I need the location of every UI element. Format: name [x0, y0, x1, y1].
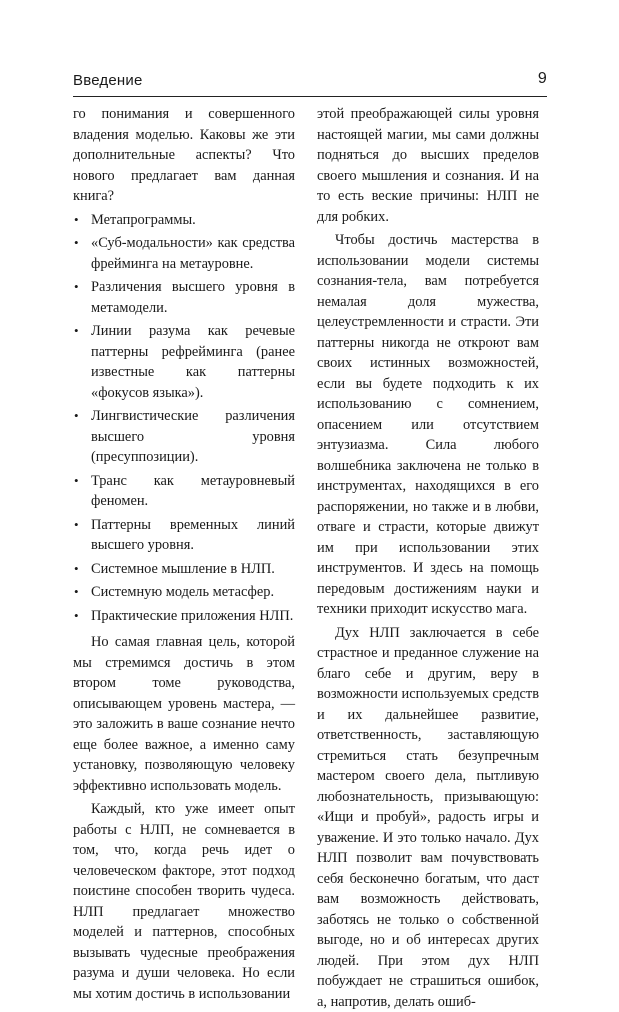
running-head	[73, 68, 547, 94]
mastery-paragraph: Чтобы достичь мастерства в использовании модели системы сознания-тела, вам потребуется немалая доля мужества, целеустремленности и страсти. Эти паттерны никогда не откроют вам своих истинных возможностей, если вы будете подходить к их использованию с сомнением, опасением или отсутствием энтузиазма. Сила любого волшебника заключена не только в инструментах, находящихся в его распоряжении, но также и в любви, отваге и страсти, которые движут им при использовании этих инструментов. И здесь на помощь передовым достижениям науки и техники приходит искусство мага.	[317, 230, 539, 620]
list-item: • «Суб-модальности» как средства фрейминга на метауровне.	[73, 233, 295, 274]
bullet-icon: •	[74, 559, 79, 580]
list-item: • Практические приложения НЛП.	[73, 606, 295, 627]
bullet-icon: •	[74, 321, 79, 342]
right-column	[317, 104, 539, 1012]
list-item: • Лингвистические различения высшего уровня (пресуппозиции).	[73, 406, 295, 468]
bullet-icon: •	[74, 582, 79, 603]
bullet-icon: •	[74, 210, 79, 231]
left-column	[73, 104, 295, 1004]
header-rule	[73, 96, 547, 97]
bullet-icon: •	[74, 406, 79, 427]
bullet-icon: •	[74, 515, 79, 536]
experience-paragraph: Каждый, кто уже имеет опыт работы с НЛП, не сомневается в том, что, когда речь идет о человеческом факторе, этот подход поистине способен творить чудеса. НЛП предлагает множество моделей и паттернов, способных вызывать чудесные преображения разума и души человека. Но если мы хотим достичь в использовании	[73, 799, 295, 1004]
intro-paragraph: го понимания и совершенного владения моделью. Каковы же эти дополнительные аспекты? Что нового предлагает вам данная книга?	[73, 104, 295, 207]
bullet-icon: •	[74, 277, 79, 298]
list-item: • Транс как метауровневый феномен.	[73, 471, 295, 512]
bullet-icon: •	[74, 606, 79, 627]
list-item: • Линии разума как речевые паттерны рефрейминга (ранее известные как паттерны «фокусов языка»).	[73, 321, 295, 403]
list-item: • Метапрограммы.	[73, 210, 295, 231]
list-item: • Системную модель метасфер.	[73, 582, 295, 603]
list-item: • Паттерны временных линий высшего уровня.	[73, 515, 295, 556]
continuation-paragraph: этой преображающей силы уровня настоящей магии, мы сами должны подняться до высших пределов своего мышления и сознания. И на то есть веские причины: НЛП не для робких.	[317, 104, 539, 227]
feature-list	[73, 210, 295, 627]
goal-paragraph: Но самая главная цель, которой мы стремимся достичь в этом втором томе руководства, описывающем уровень мастера, — это заложить в ваше сознание нечто еще более важное, а именно саму установку, позволяющую человеку эффективно использовать модель.	[73, 632, 295, 796]
list-item: • Различения высшего уровня в метамодели.	[73, 277, 295, 318]
page-number: 9	[538, 70, 547, 88]
list-item: • Системное мышление в НЛП.	[73, 559, 295, 580]
chapter-title: Введение	[73, 72, 143, 89]
bullet-icon: •	[74, 471, 79, 492]
bullet-icon: •	[74, 233, 79, 254]
spirit-paragraph: Дух НЛП заключается в себе страстное и преданное служение на благо себе и другим, веру в возможности используемых средств и их дальнейшее развитие, ответственность, заставляющую стремиться стать безупречным мастером своего дела, пытливую любознательность, призывающую: «Ищи и пробуй», радость игры и уважение. И это только начало. Дух НЛП позволит вам почувствовать себя бесконечно богатым, что даст вам возможность действовать, заботясь не только о собственной выгоде, но и об интересах других людей. При этом дух НЛП побуждает не страшиться ошибок, а, напротив, делать ошиб-	[317, 623, 539, 1012]
